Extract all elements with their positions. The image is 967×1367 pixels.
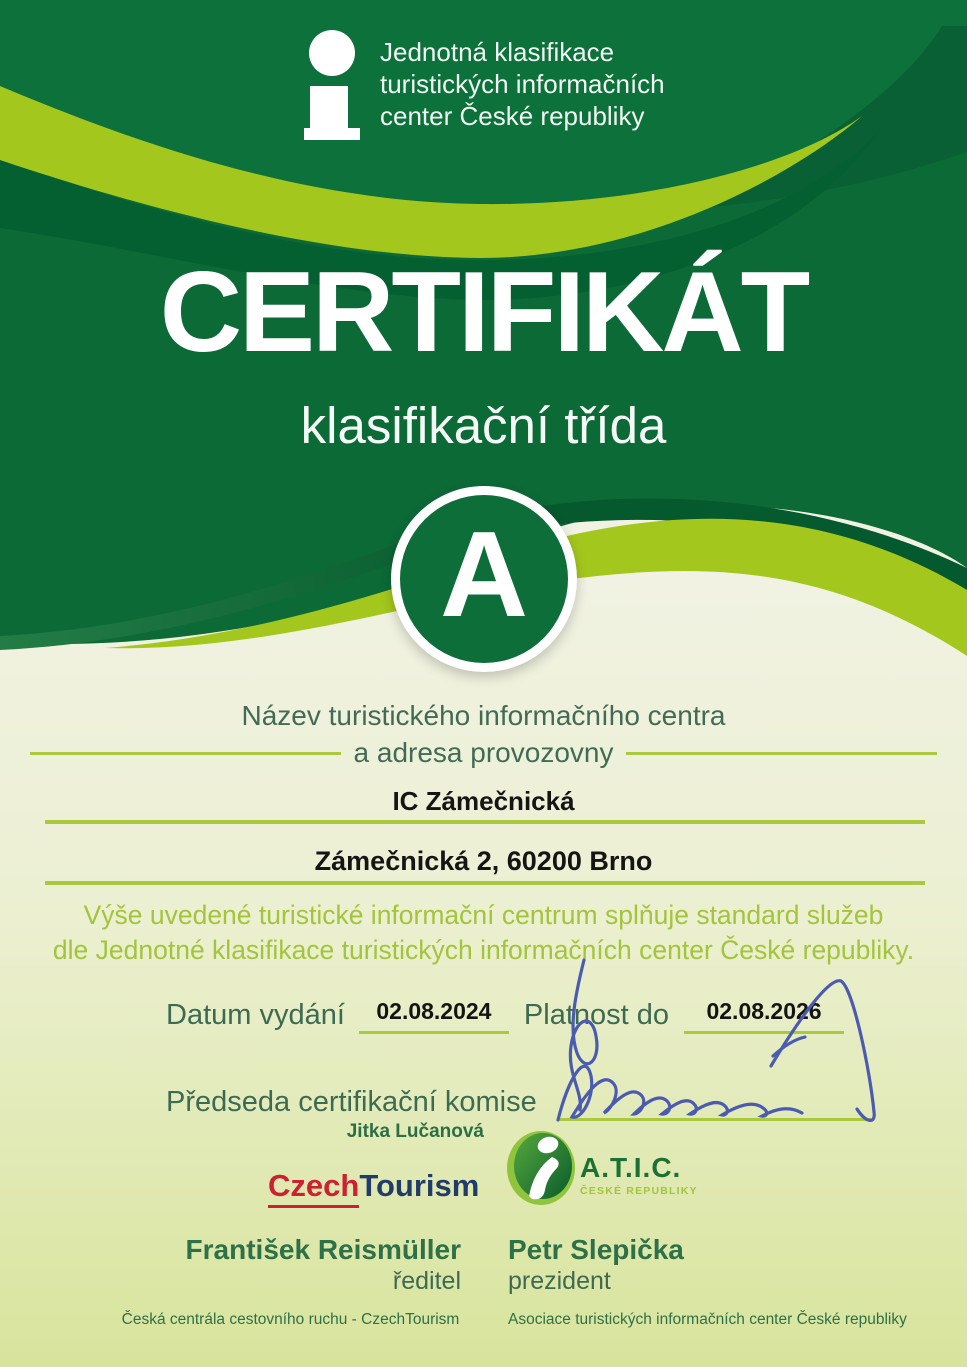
class-letter: A xyxy=(439,506,529,642)
signatory-left-role: ředitel xyxy=(392,1267,461,1295)
atic-logo-name: A.T.I.C. xyxy=(580,1152,682,1183)
czechtourism-logo-czech: Czech xyxy=(268,1168,359,1208)
issue-date-label: Datum vydání xyxy=(166,999,345,1031)
header-logo-line: turistických informačních xyxy=(380,69,665,99)
certificate-title: CERTIFIKÁT xyxy=(159,249,808,376)
signatory-left-name: František Reismüller xyxy=(185,1234,461,1265)
signatory-right xyxy=(508,1235,928,1329)
header-logo-line: center České republiky xyxy=(380,101,645,131)
committee-name: Jitka Lučanová xyxy=(346,1121,484,1142)
statement-line2: dle Jednotné klasifikace turistických informačních center České republiky. xyxy=(52,935,915,965)
divider-rule xyxy=(45,881,925,885)
info-i-icon xyxy=(296,28,368,140)
committee-label: Předseda certifikační komise xyxy=(166,1086,537,1118)
signatory-left-org: Česká centrála cestovního ruchu - CzechTourism xyxy=(121,1311,460,1328)
atic-info-icon xyxy=(503,1128,579,1208)
czechtourism-logo-tourism: Tourism xyxy=(359,1168,480,1203)
czechtourism-logo xyxy=(268,1168,479,1204)
signatory-right-name: Petr Slepička xyxy=(508,1234,684,1265)
signature-ink xyxy=(540,950,885,1142)
center-address: Zámečnická 2, 60200 Brno xyxy=(314,846,653,876)
class-badge xyxy=(391,486,577,672)
signatory-left xyxy=(120,1235,461,1329)
header-logo-text xyxy=(380,36,665,132)
atic-logo-text xyxy=(580,1152,698,1197)
signatory-right-org: Asociace turistických informačních center České republiky xyxy=(508,1311,907,1328)
signatory-right-role: prezident xyxy=(508,1267,611,1295)
heading-rule-right xyxy=(626,752,937,755)
class-badge-inner xyxy=(400,495,568,663)
valid-date-value: 02.08.2026 xyxy=(684,998,844,1034)
valid-date-label: Platnost do xyxy=(523,999,670,1031)
issue-date-value: 02.08.2024 xyxy=(359,998,509,1034)
center-heading-line1: Název turistického informačního centra xyxy=(241,700,726,731)
atic-logo-subtitle: ČESKÉ REPUBLIKY xyxy=(580,1185,698,1197)
heading-rule-left xyxy=(30,752,341,755)
divider-rule xyxy=(45,820,925,824)
statement-line1: Výše uvedené turistické informační centrum splňuje standard služeb xyxy=(83,900,884,930)
certificate-subtitle: klasifikační třída xyxy=(300,397,667,454)
header-logo-line: Jednotná klasifikace xyxy=(380,37,615,67)
center-heading-line2-row xyxy=(0,737,967,769)
center-heading-line2: a adresa provozovny xyxy=(353,737,614,768)
center-name: IC Zámečnická xyxy=(392,786,575,816)
